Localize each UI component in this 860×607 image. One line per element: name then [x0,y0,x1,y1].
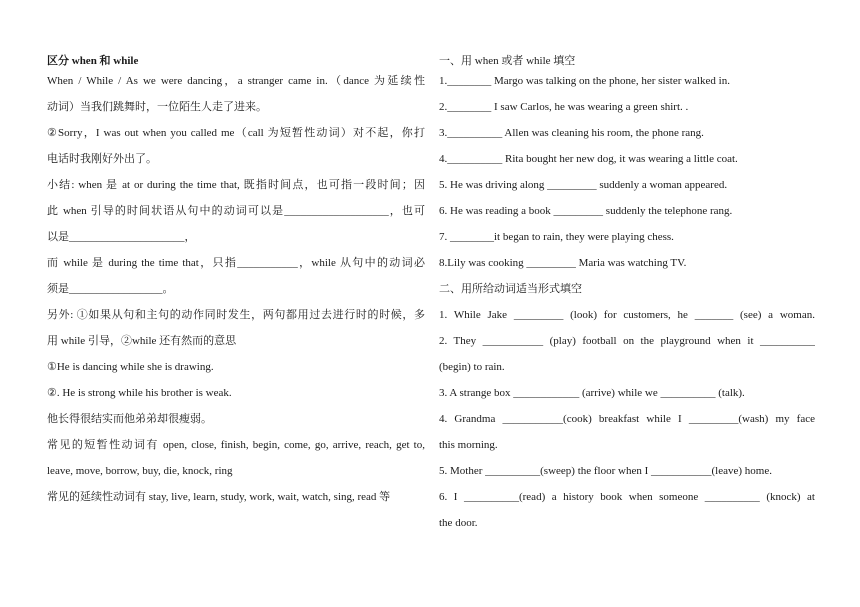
text-line: 用 while 引导，②while 还有然而的意思 [47,335,237,347]
exercise-item: 8.Lily was cooking _________ Maria was watching TV. [439,257,687,269]
text-line: 动词）当我们跳舞时，一位陌生人走了进来。 [47,101,267,113]
text-line: 小结: when 是 at or during the time that, 既指时间点，也可指一段时间；因 [47,179,425,191]
text-line: 他长得很结实而他弟弟却很瘦弱。 [47,413,212,425]
exercise-item: 3.__________ Allen was cleaning his room, the phone rang. [439,127,704,139]
text-line: 另外: ①如果从句和主句的动作同时发生，两句都用过去进行时的时候，多 [47,309,425,321]
example-sentence: ①He is dancing while she is drawing. [47,361,214,373]
exercise-item: 7. ________it began to rain, they were playing chess. [439,231,674,243]
exercise-item: 2. They ___________ (play) football on the playground when it __________ [439,335,815,347]
text-line: When / While / As we were dancing，a stranger came in.（dance 为延续性 [47,75,425,87]
exercise-item: 5. Mother __________(sweep) the floor when I ___________(leave) home. [439,465,772,477]
text-line: 常见的短暂性动词有 open, close, finish, begin, come, go, arrive, reach, get to, [47,439,425,451]
exercise-heading: 二、用所给动词适当形式填空 [439,283,582,295]
exercise-item: 1.________ Margo was talking on the phone, her sister walked in. [439,75,730,87]
exercise-item: 4. Grandma ___________(cook) breakfast while I _________(wash) my face [439,413,815,425]
exercise-item: the door. [439,517,478,529]
text-line: ②Sorry，I was out when you called me（call 为短暂性动词）对不起，你打 [47,127,425,139]
text-line: 此 when 引导的时间状语从句中的动词可以是___________________，也可 [47,205,425,217]
right-column [439,54,815,542]
section-title: 区分 when 和 while [47,55,139,67]
text-line: 须是_________________。 [47,283,174,295]
text-line: 而 while 是 during the time that，只指___________，while 从句中的动词必 [47,257,425,269]
exercise-item: this morning. [439,439,498,451]
exercise-item: (begin) to rain. [439,361,505,373]
example-sentence: ②. He is strong while his brother is weak. [47,387,232,399]
exercise-heading: 一、用 when 或者 while 填空 [439,55,576,67]
text-line: 电话时我刚好外出了。 [47,153,157,165]
exercise-item: 5. He was driving along _________ suddenly a woman appeared. [439,179,728,191]
exercise-item: 3. A strange box ____________ (arrive) while we __________ (talk). [439,387,745,399]
exercise-item: 2.________ I saw Carlos, he was wearing a green shirt. . [439,101,689,113]
exercise-item: 6. I __________(read) a history book when someone __________ (knock) at [439,491,815,503]
exercise-item: 4.__________ Rita bought her new dog, it was wearing a little coat. [439,153,738,165]
exercise-item: 6. He was reading a book _________ suddenly the telephone rang. [439,205,733,217]
text-line: 以是_____________________， [47,231,196,243]
left-column [47,54,425,516]
text-line: leave, move, borrow, buy, die, knock, ring [47,465,233,477]
text-line: 常见的延续性动词有 stay, live, learn, study, work, wait, watch, sing, read 等 [47,491,391,503]
exercise-item: 1. While Jake _________ (look) for customers, he _______ (see) a woman. [439,309,815,321]
